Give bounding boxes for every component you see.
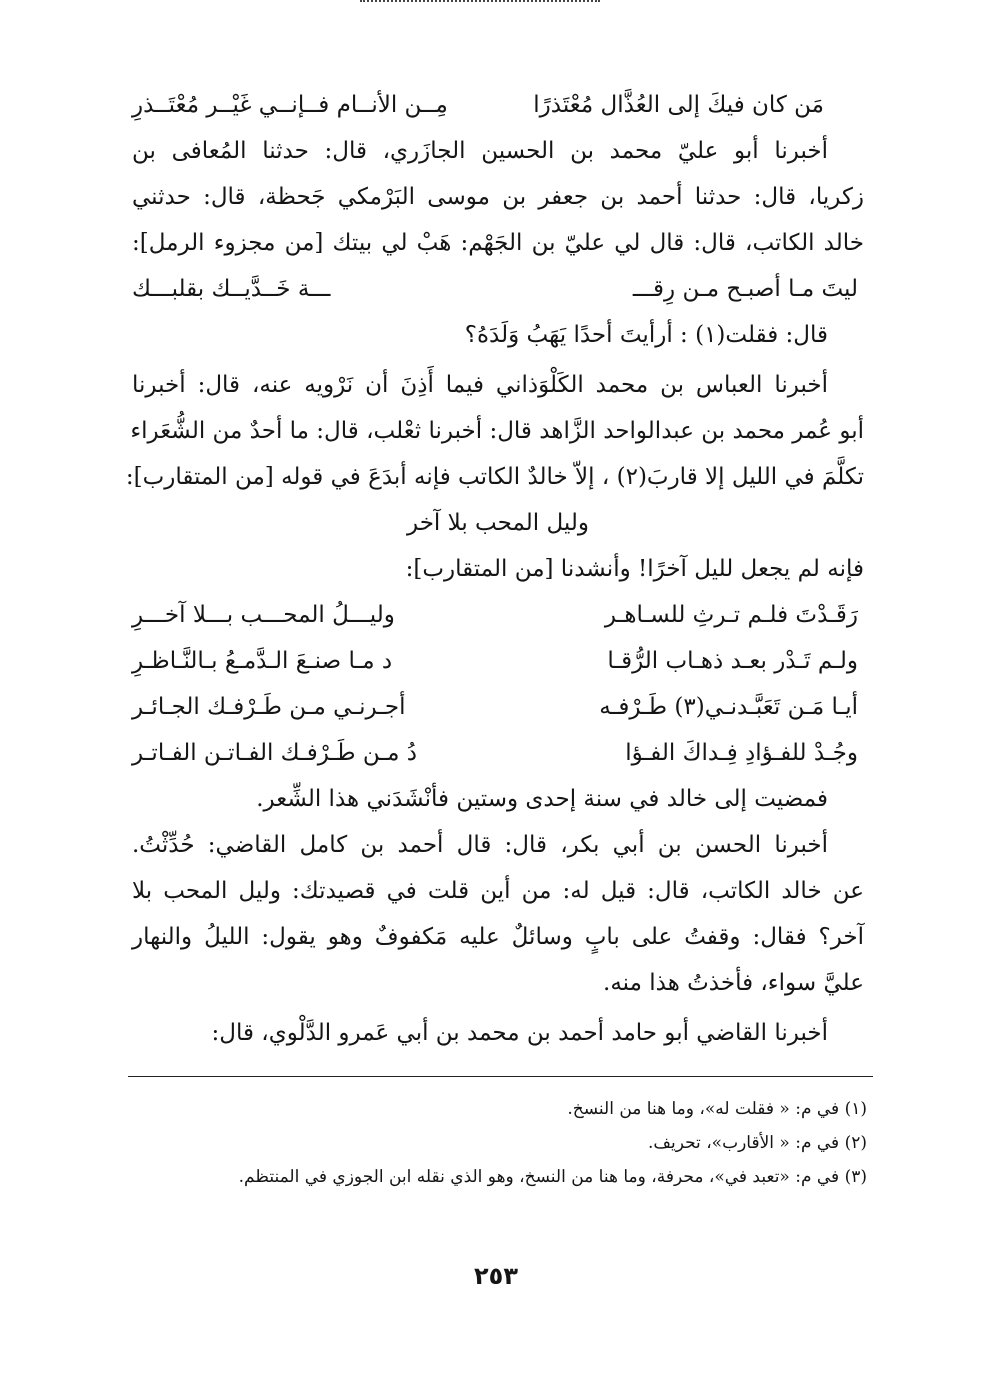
verse-second-hemistich: ـــة خَــدَّيــك بقلبـــك	[132, 276, 331, 302]
prose-line	[132, 312, 864, 358]
verse-first-hemistich: أيـا مَـن تَعَبَّـدنـي(٣) طَـرْفـه	[599, 694, 858, 720]
prose-text: قال: فقلت(١) : أرأيتَ أحدًا يَهَبُ وَلَدَهُ؟	[464, 322, 828, 348]
prose-text: خالد الكاتب، قال: قال لي عليّ بن الجَهْم: هَبْ لي بيتك [من مجزوء الرمل]:	[132, 230, 864, 256]
main-text	[125, 82, 864, 1056]
footnote	[132, 1094, 867, 1128]
prose-text: أخبرنا القاضي أبو حامد أحمد بن محمد بن أبي عَمرو الدَّلْوي، قال:	[211, 1020, 828, 1046]
prose-text: فمضيت إلى خالد في سنة إحدى وستين فأنْشَدَني هذا الشِّعر.	[256, 786, 828, 812]
prose-line	[132, 174, 864, 220]
verse-first-hemistich: وجُـدْ للفـؤادِ فِـداكَ الفـؤا	[625, 740, 858, 766]
prose-text: أبو عُمر محمد بن عبدالواحد الزَّاهد قال: أخبرنا ثعْلب، قال: ما أحدٌ من الشُّعَراء	[130, 418, 864, 444]
prose-line	[132, 362, 864, 408]
prose-line	[132, 868, 864, 914]
verse-first-hemistich: ولـم تَـدْر بعـد ذهـاب الرُّقـا	[607, 648, 858, 674]
page-top-mark	[360, 0, 600, 7]
footnote-text: (١) في م: « فقلت له»، وما هنا من النسخ.	[567, 1099, 867, 1119]
prose-text: فإنه لم يجعل لليل آخرًا! وأنشدنا [من المتقارب]:	[405, 556, 864, 582]
prose-text: آخر؟ فقال: وقفتُ على بابٍ وسائلٌ عليه مَكفوفٌ وهو يقول: الليلُ والنهار	[132, 924, 864, 950]
prose-line	[132, 408, 864, 454]
verse-second-hemistich: دُ مـن طَـرْفـك الفـاتـن الفـاتـر	[132, 740, 417, 766]
footnote	[132, 1128, 867, 1162]
prose-line	[132, 220, 864, 266]
footnote-text: (٣) في م: «تعبد في»، محرفة، وما هنا من النسخ، وهو الذي نقله ابن الجوزي في المنتظم.	[238, 1167, 867, 1187]
page-number: ٢٥٣	[474, 1262, 518, 1290]
footnote	[132, 1162, 867, 1196]
verse-first-hemistich: ليتَ مـا أصبـح مـن رِقـــ	[632, 276, 858, 302]
prose-line	[132, 546, 864, 592]
prose-line	[132, 1010, 864, 1056]
prose-text: عليَّ سواء، فأخذتُ هذا منه.	[603, 970, 864, 996]
verse-first-hemistich: رَقَـدْتَ فلـم تـرثِ للسـاهـر	[604, 602, 858, 628]
prose-text: أخبرنا أبو عليّ محمد بن الحسين الجازَري، قال: حدثنا المُعافى بن	[132, 138, 828, 164]
prose-text: زكريا، قال: حدثنا أحمد بن جعفر بن موسى البَرْمكي جَحظة، قال: حدثني	[132, 184, 864, 210]
footnotes	[132, 1094, 867, 1196]
verse-line	[132, 638, 864, 684]
footnote-text: (٢) في م: « الأقارب»، تحريف.	[647, 1133, 867, 1153]
prose-text: عن خالد الكاتب، قال: قيل له: من أين قلت في قصيدتك: وليل المحب بلا	[132, 878, 864, 904]
prose-text: أخبرنا العباس بن محمد الكَلْوَذاني فيما أَذِنَ أن نَرْويه عنه، قال: أخبرنا	[132, 372, 828, 398]
prose-line	[132, 822, 864, 868]
footnote-rule	[128, 1076, 873, 1077]
prose-text: تكلَّمَ في الليل إلا قاربَ(٢) ، إلاّ خالدٌ الكاتب فإنه أبدَعَ في قوله [من المتقارب]:	[125, 464, 864, 490]
prose-line	[132, 128, 864, 174]
verse-second-hemistich: مِــن الأنــام فــإنــي غَيْــر مُعْتَــذرِ	[132, 92, 448, 118]
verse-line	[132, 82, 864, 128]
verse-line	[132, 684, 864, 730]
quoted-text: وليل المحب بلا آخر	[407, 510, 589, 536]
prose-text: أخبرنا الحسن بن أبي بكر، قال: قال أحمد بن كامل القاضي: حُدِّثْتُ.	[132, 832, 828, 858]
prose-line	[132, 960, 864, 1006]
verse-line	[132, 266, 864, 312]
verse-second-hemistich: وليـــلُ المحـــب بـــلا آخـــرِ	[132, 602, 395, 628]
quoted-hemistich	[132, 500, 864, 546]
verse-line	[132, 730, 864, 776]
verse-second-hemistich: د مـا صنـعَ الـدَّمـعُ بـالنَّـاظـرِ	[132, 648, 393, 674]
prose-line	[132, 776, 864, 822]
verse-second-hemistich: أجـرنـي مـن طَـرْفـك الجـائـر	[132, 694, 406, 720]
verse-line	[132, 592, 864, 638]
prose-line	[125, 454, 864, 500]
verse-first-hemistich: مَن كان فيكَ إلى العُذَّال مُعْتَذرًا	[533, 92, 824, 118]
prose-line	[132, 914, 864, 960]
